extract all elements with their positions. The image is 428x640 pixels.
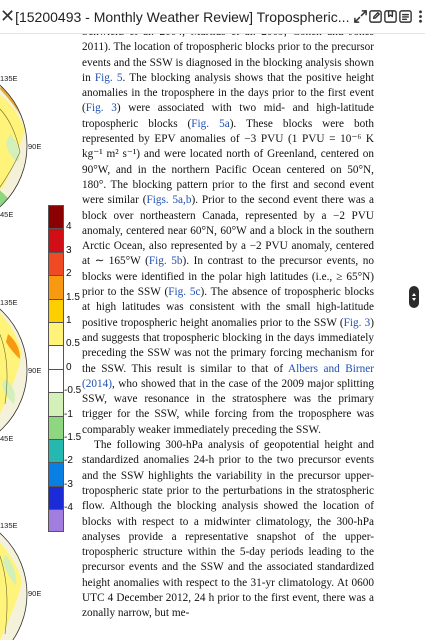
figure-reference-link[interactable]: Fig. 5c (168, 286, 201, 299)
colorbar-cell (48, 345, 64, 368)
colorbar-cell (48, 439, 64, 462)
paragraph-text: . The blocking analysis shows that the positive height anomalies in the troposphere in the days prior to the first event ( (82, 71, 374, 115)
colorbar-tick-label: 4 (66, 221, 72, 233)
colorbar-tick-label: 0.5 (66, 338, 80, 350)
colorbar-cell (48, 299, 64, 322)
figure-reference-link[interactable]: Figs. 5a,b (146, 194, 192, 207)
paragraph (82, 438, 374, 622)
edit-icon[interactable] (368, 0, 383, 34)
figure-reference-link[interactable]: Albers and Birner (2014) (82, 362, 374, 390)
colorbar-tick-label: -3 (64, 478, 73, 490)
paragraph-text: , who showed that in the case of the 2009 major splitting SSW, wave resonance in the stratosphere was the primary trigger for the SSW, while forcing from the troposphere was comparably weaker immediately preceding the SSW. (82, 377, 374, 436)
paragraph-text: ) and suggests that tropospheric blocking in the days immediately preceding the SSW was not the primary forcing mechanism for the SSW. This result is similar to that of (82, 316, 374, 375)
scroll-handle[interactable] (409, 286, 419, 308)
paragraph-text: ). Prior to the second event there was a block over northeastern Canada, represented by a −2 PVU anomaly, centered near 60°N, 60°W and a block in the southern Arctic Ocean, also represented by a −2 PVU anomaly, centered at ∼ 165°W ( (82, 194, 374, 268)
colorbar-cell (48, 228, 64, 251)
colorbar (48, 205, 64, 532)
longitude-label: 90E (28, 366, 42, 375)
figure-panel (0, 34, 80, 640)
colorbar-tick-label: -1.5 (64, 432, 82, 443)
paragraph (82, 25, 374, 438)
colorbar-cell (48, 462, 64, 485)
longitude-label: 135E (0, 521, 18, 530)
longitude-label: 90E (28, 589, 42, 598)
paragraph-text: ). The absence of tropospheric blocks at high latitudes was consistent with the small high-latitude positive tropospheric height anomalies prior to the SSW ( (82, 286, 374, 329)
longitude-label: 135E (0, 74, 18, 83)
article-body (82, 34, 374, 640)
app-bar (0, 0, 425, 34)
colorbar-cell (48, 275, 64, 298)
figure-reference-link[interactable]: Fig. 3 (85, 102, 117, 115)
colorbar-cell (48, 509, 64, 532)
colorbar-tick-label: 2 (66, 268, 72, 280)
paragraph-text: The following 300-hPa analysis of geopotential height and standardized anomalies 24-h prior to the two precursor events and the SSW highlights the variability in the precursor upper-tropospheric state prior to the perturbations in the stratospheric flow. Although the blocking analysis showed the location of blocks with respect to a midwinter climatology, the 300-hPa analyses provide a representative snapshot of the upper-tropospheric structure within the 5-day periods leading to the precursor events and the SSW and the associated standardized height anomalies with respect to the 31-yr climatology. At 0600 UTC 4 December 2012, 24 h prior to the first event, there was a zonally narrow, but me- (82, 439, 374, 620)
paragraph-text: 2011). The location of tropospheric blocks prior to the precursor events and the SSW is diagnosed in the blocking analysis shown in (82, 41, 374, 84)
colorbar-cell (48, 252, 64, 275)
colorbar-tick-label: -2 (64, 455, 73, 467)
more-options-icon[interactable] (413, 0, 428, 34)
polar-maps-graphic (0, 34, 80, 640)
expand-icon[interactable] (353, 0, 368, 34)
figure-reference-link[interactable]: Fig. 5a (191, 117, 230, 130)
colorbar-cell (48, 392, 64, 415)
scroll-down-icon (412, 298, 416, 301)
longitude-label: 45E (0, 434, 14, 443)
close-icon[interactable]: ✕ (0, 6, 16, 27)
paragraph-text: ) were associated with two mid- and high-latitude tropospheric blocks ( (82, 102, 375, 130)
reader-mode-icon[interactable] (398, 0, 413, 34)
longitude-label: 135E (0, 298, 18, 307)
bookmark-icon[interactable] (383, 0, 398, 34)
colorbar-tick-label: 0 (66, 361, 72, 373)
colorbar-tick-label: -1 (64, 408, 73, 420)
figure-reference-link[interactable]: Fig. 5 (94, 71, 123, 84)
colorbar-tick-label: -0.5 (64, 385, 82, 397)
colorbar-cell (48, 322, 64, 345)
figure-reference-link[interactable]: Fig. 5b (148, 255, 183, 268)
colorbar-cell (48, 369, 64, 392)
figure-reference-link[interactable]: Fig. 3 (343, 316, 371, 329)
colorbar-tick-label: 1 (66, 315, 72, 326)
colorbar-cell (48, 416, 64, 439)
scroll-up-icon (412, 293, 416, 296)
colorbar-tick-label: 1.5 (66, 291, 80, 303)
colorbar-cell (48, 486, 64, 509)
document-title: [15200493 - Monthly Weather Review] Tropospheric... (15, 8, 350, 25)
paragraph-text: ). These blocks were both represented by EPV anomalies of −3 PVU (1 PVU = 10⁻⁶ K kg⁻¹ m² s⁻¹) and were located north of Greenland, centered on 90°W, and in the northern Pacific Ocean centered on 50°N, 180°. The blocking pattern prior to the first and second event were similar ( (82, 117, 374, 207)
colorbar-cell (48, 205, 64, 228)
paragraph-text: ). In contrast to the precursor events, no blocks were identified in the polar high latitudes (i.e., ≥ 65°N) prior to the SSW ( (82, 255, 374, 299)
longitude-label: 45E (0, 210, 14, 219)
colorbar-tick-label: -4 (64, 502, 73, 514)
colorbar-tick-label: 3 (66, 244, 72, 256)
longitude-label: 90E (28, 142, 42, 151)
